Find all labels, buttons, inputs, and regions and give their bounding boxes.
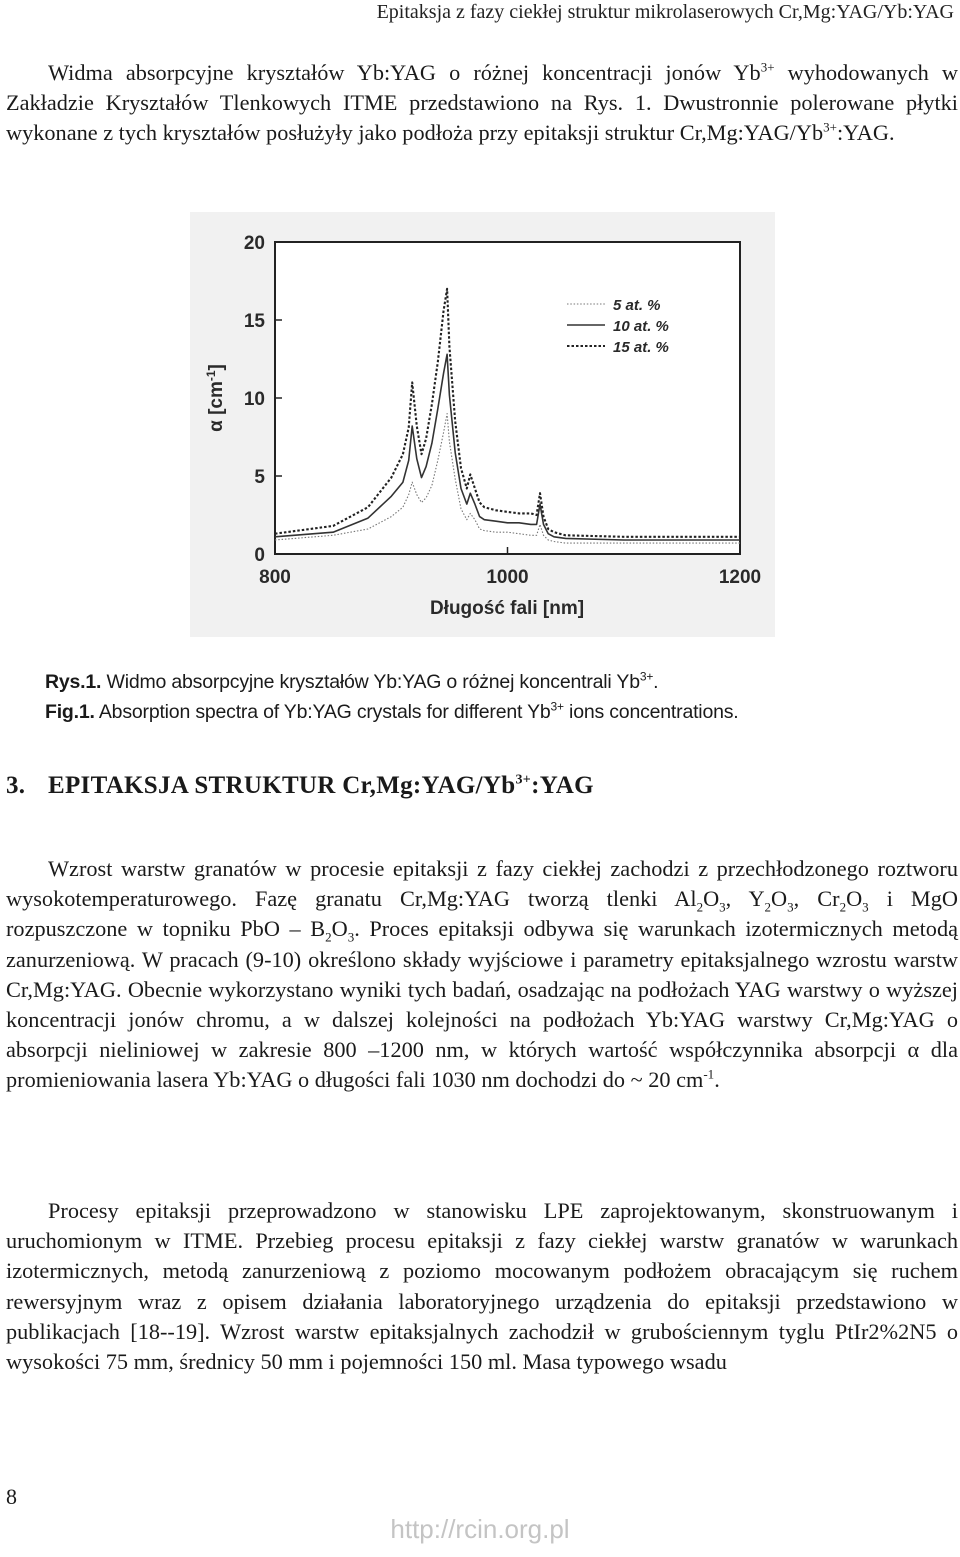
y-axis-label: α $[cm^{-1}]$ [204,364,227,432]
y-tick-label: 20 [243,233,265,254]
x-tick-label: 1000 [486,567,529,588]
legend-label-2: 10 at. % [613,318,669,335]
y-tick-label: 10 [243,389,265,410]
page-number: 8 [6,1484,17,1509]
legend-label-1: 5 at. % [613,297,661,314]
x-tick-label: 1200 [718,567,762,588]
y-tick-label: 5 [254,467,265,488]
y-tick-label: 0 [254,545,265,566]
running-head: Epitaksja z fazy ciekłej struktur mikrolaserowych Cr,Mg:YAG/Yb:YAG [376,1,954,23]
legend-label-3: 15 at. % [613,339,669,356]
absorption-chart [190,212,775,637]
figure-caption-pl: Rys.1. Widmo absorpcyjne kryształów Yb:YAG o różnej koncentrali $Yb^{3+}$. [45,669,659,693]
section-heading: 3. EPITAKSJA STRUKTUR $Cr,Mg:YAG/Yb^{3+}:YAG$ [6,772,594,799]
paragraph-epitaxy: Wzrost warstw granatów w procesie epitaksji z fazy ciekłej zachodzi z przechłodzonego roztworu wysokotemperaturowego. Fazę granatu Cr,Mg:YAG tworzą tlenki $Al_2O_3$, $Y_2O_3$, $Cr_2O_3$ i MgO rozpuszczone w topniku PbO – $B_2O_3$. Proces epitaksji odbywa się warunkach izotermicznych metodą zanurzeniową. W pracach (9-10) określono składy wyjściowe i parametry epitaksjalnego wzrostu warstw Cr,Mg:YAG. Obecnie wykorzystano wyniki tych badań, osadzając na podłożach YAG warstwy o wyższej koncentracji jonów chromu, a w dalszej kolejności na podłożach Yb:YAG warstwy Cr,Mg:YAG o absorpcji nieliniowej w zakresie 800 –1200 nm, w których wartość współczynnika absorpcji α dla promieniowania lasera Yb:YAG o długości fali 1030 nm dochodzi do ~ 20 $cm^{-1}$. [6,856,958,1093]
paragraph-lpe-process: Procesy epitaksji przeprowadzono w stanowisku LPE zaprojektowanym, skonstruowanym i uruchomionym w ITME. Przebieg procesu epitaksji z fazy ciekłej warstw granatów w warunkach izotermicznych, metodą zanurzeniową z poziomo mocowanym podłożem obracającym się ruchem rewersyjnym wraz z opisem działania laboratoryjnego urządzenia do epitaksji przedstawiono w publikacjach [18--19]. Wzrost warstw epitaksjalnych zachodził w grubościennym tyglu PtIr2%2N5 o wysokości 75 mm, średnicy 50 mm i pojemności 150 ml. Masa typowego wsadu [6,1198,958,1375]
x-tick-label: 800 [259,567,291,588]
absorption-figure [190,212,775,637]
plot-frame [275,242,740,554]
x-axis-label: Długość fali [nm] [429,598,585,619]
figure-caption-en: Fig.1. Absorption spectra of Yb:YAG crystals for different $Yb^{3+}$ ions concentrations. [45,699,739,723]
intro-paragraph: Widma absorpcyjne kryształów Yb:YAG o różnej koncentracji jonów $Yb^{3+}$ wyhodowanych w Zakładzie Kryształów Tlenkowych ITME przedstawiono na Rys. 1. Dwustronnie polerowane płytki wykonane z tych kryształów posłużyły jako podłoża przy epitaksji struktur $Cr,Mg:YAG/Yb^{3+}:YAG$. [6,59,958,146]
footer-url: http://rcin.org.pl [390,1514,570,1544]
y-tick-label: 15 [243,311,265,332]
